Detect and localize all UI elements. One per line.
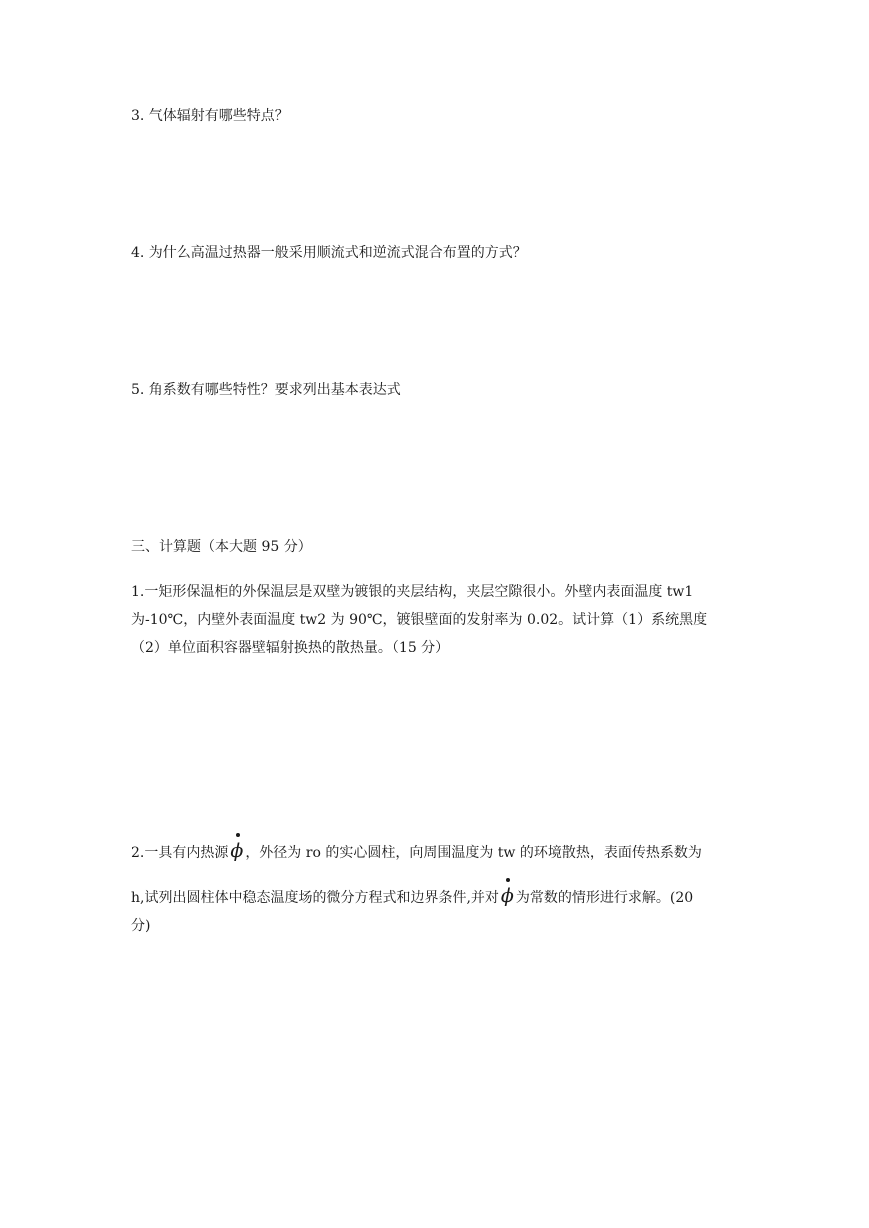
problem-2-line-3: 分) xyxy=(131,918,151,934)
problem-2-line-1-start: 2.一具有内热源 xyxy=(131,845,229,861)
question-5: 5. 角系数有哪些特性？要求列出基本表达式 xyxy=(131,382,401,398)
phi-dot xyxy=(236,833,240,837)
problem-2-line-2 xyxy=(131,887,693,906)
problem-2-line-1-end: ，外径为 ro 的实心圆柱，向周围温度为 tw 的环境散热，表面传热系数为 xyxy=(245,845,702,861)
problem-2-line-1 xyxy=(131,842,702,861)
problem-1-line-1: 1.一矩形保温柜的外保温层是双壁为镀银的夹层结构，夹层空隙很小。外壁内表面温度 tw1 xyxy=(131,584,694,600)
question-3: 3. 气体辐射有哪些特点？ xyxy=(131,108,289,124)
question-4: 4. 为什么高温过热器一般采用顺流式和逆流式混合布置的方式？ xyxy=(131,245,527,261)
problem-1-line-2: 为-10℃，内壁外表面温度 tw2 为 90℃，镀银壁面的发射率为 0.02。试计算（1）系统黑度 xyxy=(131,612,708,628)
problem-1-line-3: （2）单位面积容器壁辐射换热的散热量。（15 分） xyxy=(131,640,450,656)
phi-dot xyxy=(506,878,510,882)
phi-symbol: ϕ xyxy=(501,887,514,906)
section-heading: 三、计算题（本大题 95 分） xyxy=(131,539,312,555)
problem-2-line-2-start: h,试列出圆柱体中稳态温度场的微分方程式和边界条件,并对 xyxy=(131,890,499,906)
phi-symbol: ϕ xyxy=(230,842,243,861)
problem-2-line-2-end: 为常数的情形进行求解。(20 xyxy=(515,890,694,906)
